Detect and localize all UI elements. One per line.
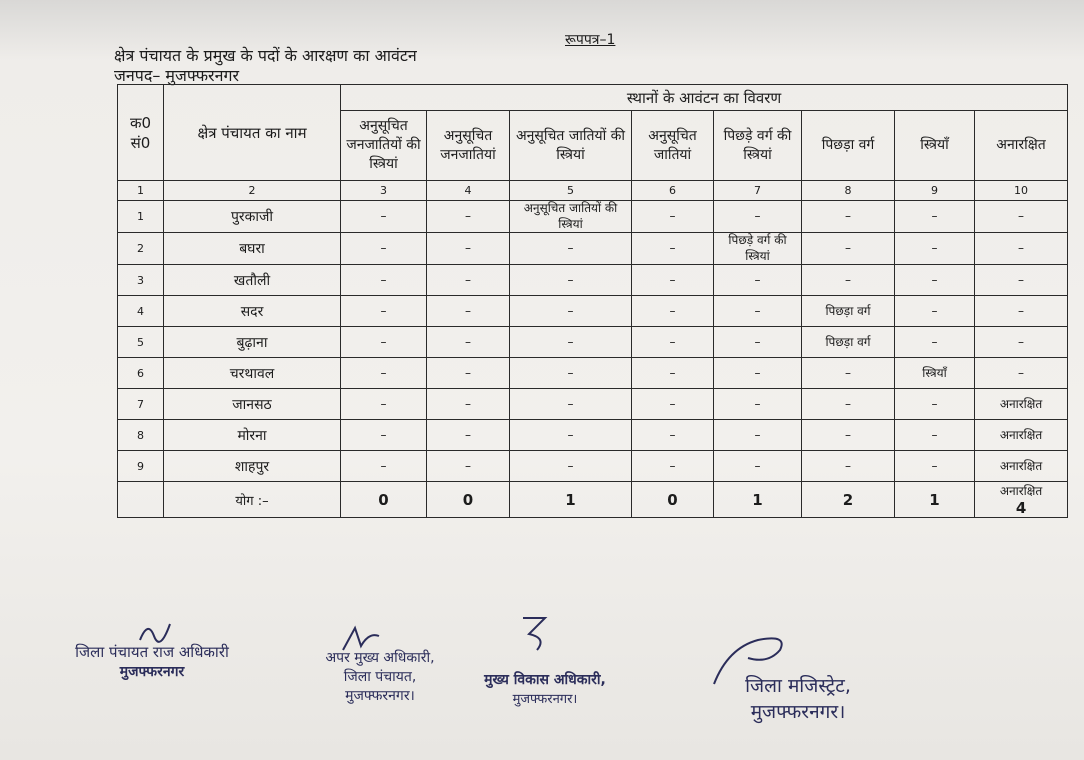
table-row <box>118 327 1068 358</box>
signature-scribble <box>335 622 385 658</box>
table-row <box>118 389 1068 420</box>
row-allocation-cell: – <box>714 420 802 451</box>
row-panchayat-name: शाहपुर <box>164 451 341 482</box>
header-sc-women: अनुसूचित जातियों की स्त्रियां <box>510 111 632 181</box>
district-label: जनपद– मुजफ्फरनगर <box>114 66 240 85</box>
table-row <box>118 233 1068 265</box>
row-allocation-cell: – <box>802 420 895 451</box>
row-allocation-cell: – <box>802 451 895 482</box>
signature-scribble <box>708 628 798 688</box>
signature-office: जिला पंचायत, <box>343 669 417 685</box>
row-allocation-cell: – <box>510 327 632 358</box>
row-allocation-cell: अनारक्षित <box>975 389 1068 420</box>
signature-place: मुजफ्फरनगर। <box>345 688 415 704</box>
row-allocation-cell: – <box>510 265 632 296</box>
column-number: 5 <box>510 181 632 201</box>
row-allocation-cell: – <box>510 451 632 482</box>
row-allocation-cell: – <box>427 420 510 451</box>
row-allocation-cell: – <box>975 296 1068 327</box>
row-sno: 9 <box>118 451 164 482</box>
row-allocation-cell: – <box>632 389 714 420</box>
row-allocation-cell: पिछड़ा वर्ग <box>802 327 895 358</box>
row-allocation-cell: – <box>427 451 510 482</box>
row-allocation-cell: – <box>714 451 802 482</box>
row-allocation-cell: – <box>895 327 975 358</box>
row-allocation-cell: – <box>714 265 802 296</box>
row-panchayat-name: जानसठ <box>164 389 341 420</box>
row-allocation-cell: – <box>975 233 1068 265</box>
row-sno: 5 <box>118 327 164 358</box>
row-allocation-cell: – <box>714 201 802 233</box>
header-obc: पिछड़ा वर्ग <box>802 111 895 181</box>
row-allocation-cell: – <box>714 389 802 420</box>
row-allocation-cell: – <box>975 358 1068 389</box>
column-number: 9 <box>895 181 975 201</box>
row-allocation-cell: – <box>341 201 427 233</box>
column-number: 2 <box>164 181 341 201</box>
row-allocation-cell: – <box>341 265 427 296</box>
row-allocation-cell: – <box>632 420 714 451</box>
row-allocation-cell: – <box>427 201 510 233</box>
signature-title: अपर मुख्य अधिकारी, <box>325 650 435 666</box>
row-allocation-cell: – <box>632 201 714 233</box>
row-allocation-cell: – <box>427 265 510 296</box>
row-panchayat-name: सदर <box>164 296 341 327</box>
header-st-women: अनुसूचित जनजातियों की स्त्रियां <box>341 111 427 181</box>
row-allocation-cell: – <box>895 451 975 482</box>
column-number: 10 <box>975 181 1068 201</box>
row-allocation-cell: – <box>895 265 975 296</box>
reservation-table <box>117 84 1068 518</box>
row-allocation-cell: – <box>341 420 427 451</box>
header-allocation-details: स्थानों के आवंटन का विवरण <box>341 85 1068 111</box>
table-row <box>118 420 1068 451</box>
table-row <box>118 201 1068 233</box>
signature-place: मुजफ्फरनगर <box>119 664 185 680</box>
row-allocation-cell: – <box>632 296 714 327</box>
column-number: 4 <box>427 181 510 201</box>
row-allocation-cell: स्त्रियाँ <box>895 358 975 389</box>
row-sno: 1 <box>118 201 164 233</box>
column-number: 1 <box>118 181 164 201</box>
row-allocation-cell: – <box>714 358 802 389</box>
row-allocation-cell: – <box>510 233 632 265</box>
row-allocation-cell: – <box>632 327 714 358</box>
row-panchayat-name: बघरा <box>164 233 341 265</box>
total-value: 1 <box>714 482 802 518</box>
total-value: 1 <box>510 482 632 518</box>
row-allocation-cell: – <box>895 201 975 233</box>
row-allocation-cell: – <box>802 389 895 420</box>
row-allocation-cell: – <box>427 389 510 420</box>
table-row <box>118 265 1068 296</box>
row-allocation-cell: – <box>632 358 714 389</box>
table-row <box>118 358 1068 389</box>
row-sno: 7 <box>118 389 164 420</box>
row-allocation-cell: – <box>895 233 975 265</box>
total-sno-cell <box>118 482 164 518</box>
header-panchayat-name: क्षेत्र पंचायत का नाम <box>164 85 341 181</box>
header-women: स्त्रियाँ <box>895 111 975 181</box>
table-row <box>118 296 1068 327</box>
row-allocation-cell: – <box>341 358 427 389</box>
signature-scribble <box>515 612 555 656</box>
total-row <box>118 482 1068 518</box>
row-allocation-cell: – <box>341 451 427 482</box>
row-allocation-cell: पिछड़े वर्ग की स्त्रियां <box>714 233 802 265</box>
row-allocation-cell: – <box>802 233 895 265</box>
row-panchayat-name: पुरकाजी <box>164 201 341 233</box>
header-sc: अनुसूचित जातियां <box>632 111 714 181</box>
row-allocation-cell: – <box>427 233 510 265</box>
row-allocation-cell: – <box>975 201 1068 233</box>
row-allocation-cell: – <box>427 327 510 358</box>
row-allocation-cell: – <box>632 451 714 482</box>
row-sno: 8 <box>118 420 164 451</box>
row-panchayat-name: चरथावल <box>164 358 341 389</box>
row-allocation-cell: – <box>510 420 632 451</box>
row-allocation-cell: – <box>895 389 975 420</box>
total-value: 2 <box>802 482 895 518</box>
signature-place: मुजफ्फरनगर। <box>512 692 578 707</box>
row-allocation-cell: – <box>341 389 427 420</box>
row-allocation-cell: – <box>427 296 510 327</box>
column-number: 6 <box>632 181 714 201</box>
total-value: 0 <box>427 482 510 518</box>
column-number: 7 <box>714 181 802 201</box>
total-unreserved-value: 4 <box>1015 499 1027 518</box>
column-number: 8 <box>802 181 895 201</box>
row-allocation-cell: – <box>975 327 1068 358</box>
row-allocation-cell: – <box>895 296 975 327</box>
row-allocation-cell: – <box>714 296 802 327</box>
header-st: अनुसूचित जनजातियां <box>427 111 510 181</box>
row-sno: 6 <box>118 358 164 389</box>
row-allocation-cell: – <box>802 358 895 389</box>
header-sno: क0 सं0 <box>118 85 164 181</box>
row-panchayat-name: बुढ़ाना <box>164 327 341 358</box>
signature-scribble <box>130 618 180 648</box>
row-allocation-cell: – <box>510 296 632 327</box>
row-allocation-cell: पिछड़ा वर्ग <box>802 296 895 327</box>
document-title: क्षेत्र पंचायत के प्रमुख के पदों के आरक्षण का आवंटन <box>114 46 417 65</box>
row-panchayat-name: मोरना <box>164 420 341 451</box>
row-sno: 3 <box>118 265 164 296</box>
row-allocation-cell: – <box>341 327 427 358</box>
row-allocation-cell: – <box>802 265 895 296</box>
header-unreserved: अनारक्षित <box>975 111 1068 181</box>
table-row <box>118 451 1068 482</box>
total-value <box>975 482 1068 518</box>
row-allocation-cell: – <box>975 265 1068 296</box>
row-allocation-cell: – <box>895 420 975 451</box>
total-unreserved-label: अनारक्षित <box>999 484 1043 499</box>
total-value: 1 <box>895 482 975 518</box>
row-sno: 2 <box>118 233 164 265</box>
signature-title: जिला पंचायत राज अधिकारी <box>75 643 229 661</box>
row-allocation-cell: – <box>341 296 427 327</box>
signature-title: जिला मजिस्ट्रेट, <box>745 675 851 697</box>
form-number: रूपपत्र–1 <box>565 32 616 48</box>
row-allocation-cell: – <box>427 358 510 389</box>
row-panchayat-name: खतौली <box>164 265 341 296</box>
signature-block-cdo <box>470 670 620 707</box>
row-allocation-cell: – <box>802 201 895 233</box>
row-allocation-cell: अनारक्षित <box>975 451 1068 482</box>
total-label: योग :– <box>164 482 341 518</box>
row-allocation-cell: – <box>632 233 714 265</box>
row-allocation-cell: – <box>714 327 802 358</box>
signature-title: मुख्य विकास अधिकारी, <box>484 672 606 688</box>
row-allocation-cell: – <box>510 358 632 389</box>
total-value: 0 <box>632 482 714 518</box>
row-sno: 4 <box>118 296 164 327</box>
row-allocation-cell: – <box>510 389 632 420</box>
signature-place: मुजफ्फरनगर। <box>750 701 846 723</box>
header-obc-women: पिछड़े वर्ग की स्त्रियां <box>714 111 802 181</box>
row-allocation-cell: – <box>341 233 427 265</box>
table-body <box>118 201 1068 482</box>
column-number: 3 <box>341 181 427 201</box>
row-allocation-cell: अनुसूचित जातियों की स्त्रियां <box>510 201 632 233</box>
row-allocation-cell: – <box>632 265 714 296</box>
total-value: 0 <box>341 482 427 518</box>
row-allocation-cell: अनारक्षित <box>975 420 1068 451</box>
